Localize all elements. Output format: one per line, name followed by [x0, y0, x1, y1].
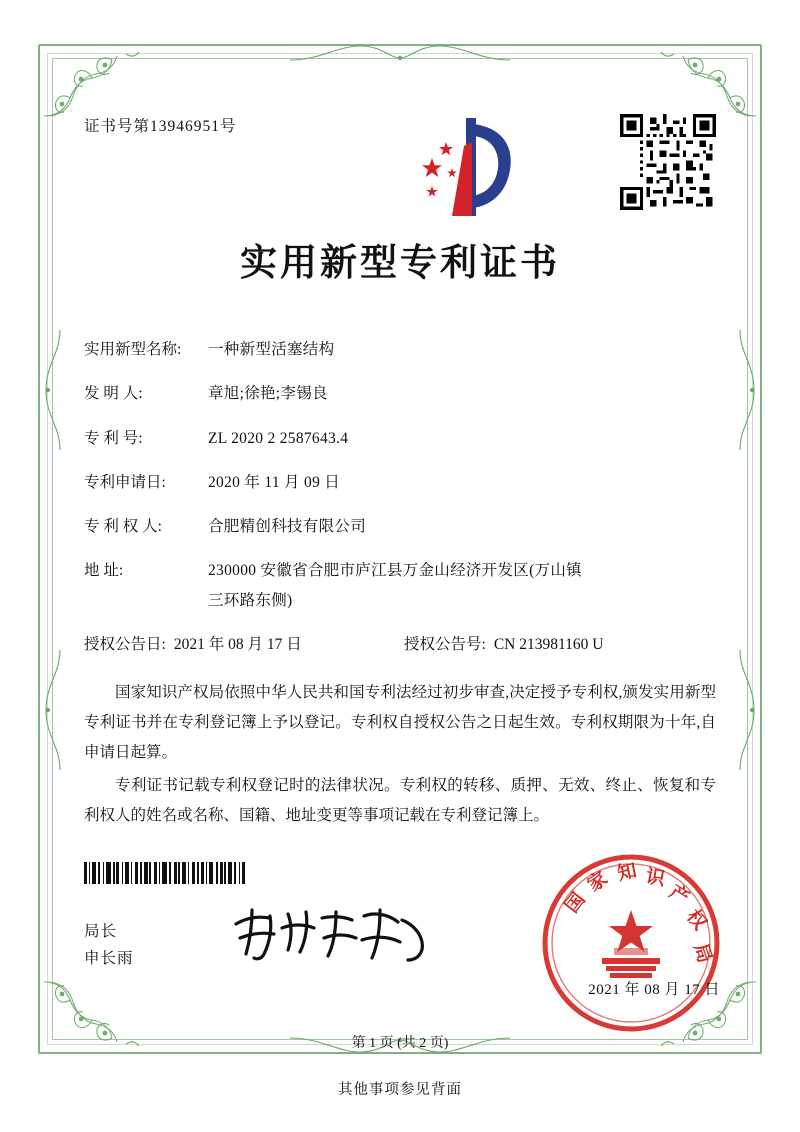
signatory-title: 局长 — [84, 923, 118, 940]
field-label: 授权公告号: — [404, 635, 486, 653]
field-label: 授权公告日: — [84, 635, 166, 653]
field-value: 章旭;徐艳;李锡良 — [208, 385, 328, 403]
svg-text:产: 产 — [665, 880, 694, 910]
legal-text — [84, 678, 716, 831]
side-ornament-icon — [40, 330, 66, 450]
signatory-name: 申长雨 — [84, 950, 134, 968]
field-application-date — [84, 471, 716, 494]
field-address — [84, 559, 716, 612]
svg-text:识: 识 — [644, 865, 667, 891]
footer-note: 其他事项参见背面 — [338, 1082, 462, 1098]
top-ornament-icon — [290, 40, 510, 66]
certificate-number: 证书号第13946951号 — [84, 118, 237, 135]
svg-text:局: 局 — [689, 940, 717, 966]
signatory-block — [84, 918, 134, 972]
field-value-group — [208, 559, 716, 612]
field-value: 合肥精创科技有限公司 — [208, 518, 367, 535]
field-label: 地 址: — [84, 562, 124, 580]
field-label: 专 利 号: — [84, 429, 143, 447]
fields-list — [84, 338, 716, 656]
field-utility-model-name — [84, 338, 716, 361]
field-value: 230000 安徽省合肥市庐江县万金山经济开发区(万山镇 — [208, 562, 582, 580]
side-ornament-icon — [40, 650, 66, 770]
field-patent-number — [84, 427, 716, 450]
field-value: 2021 年 08 月 17 日 — [173, 635, 302, 653]
patent-office-emblem-icon — [406, 112, 530, 224]
grant-date-group — [84, 633, 404, 656]
page-number: 第 1 页 (共 2 页) — [351, 1036, 449, 1051]
barcode-icon — [84, 862, 296, 884]
handwritten-signature-icon — [230, 898, 430, 970]
svg-text:权: 权 — [682, 905, 712, 935]
qr-code-icon — [620, 114, 716, 210]
paragraph: 国家知识产权局依照中华人民共和国专利法经过初步审查,决定授予专利权,颁发实用新型专利证书并在专利登记簿上予以登记。专利权自授权公告之日起生效。专利权期限为十年,自申请日起算。 — [84, 684, 716, 762]
side-ornament-icon — [734, 330, 760, 450]
side-ornament-icon — [734, 650, 760, 770]
svg-text:国: 国 — [560, 888, 590, 918]
grant-number-group — [404, 633, 716, 656]
field-label: 发 明 人: — [84, 385, 143, 403]
field-patentee — [84, 515, 716, 538]
svg-text:家: 家 — [583, 867, 612, 897]
field-value: 2020 年 11 月 09 日 — [208, 473, 341, 491]
svg-text:知: 知 — [615, 859, 639, 885]
field-label: 专 利 权 人: — [84, 518, 162, 535]
field-value: ZL 2020 2 2587643.4 — [208, 429, 349, 447]
field-value: 一种新型活塞结构 — [208, 341, 335, 358]
paragraph: 专利证书记载专利权登记时的法律状况。专利权的转移、质押、无效、终止、恢复和专利权人的姓名或名称、国籍、地址变更等事项记载在专利登记簿上。 — [84, 776, 716, 824]
field-label: 实用新型名称: — [84, 341, 182, 358]
page-title: 实用新型专利证书 — [240, 241, 560, 284]
field-label: 专利申请日: — [84, 473, 166, 491]
field-inventor — [84, 382, 716, 405]
certificate-content — [84, 96, 716, 833]
field-value-continued: 三环路东侧) — [208, 591, 293, 609]
field-grant-announcement — [84, 633, 716, 656]
field-value: CN 213981160 U — [493, 635, 604, 653]
seal-date: 2021 年 08 月 17 日 — [588, 982, 720, 998]
national-ip-administration-red-seal — [540, 852, 722, 1034]
